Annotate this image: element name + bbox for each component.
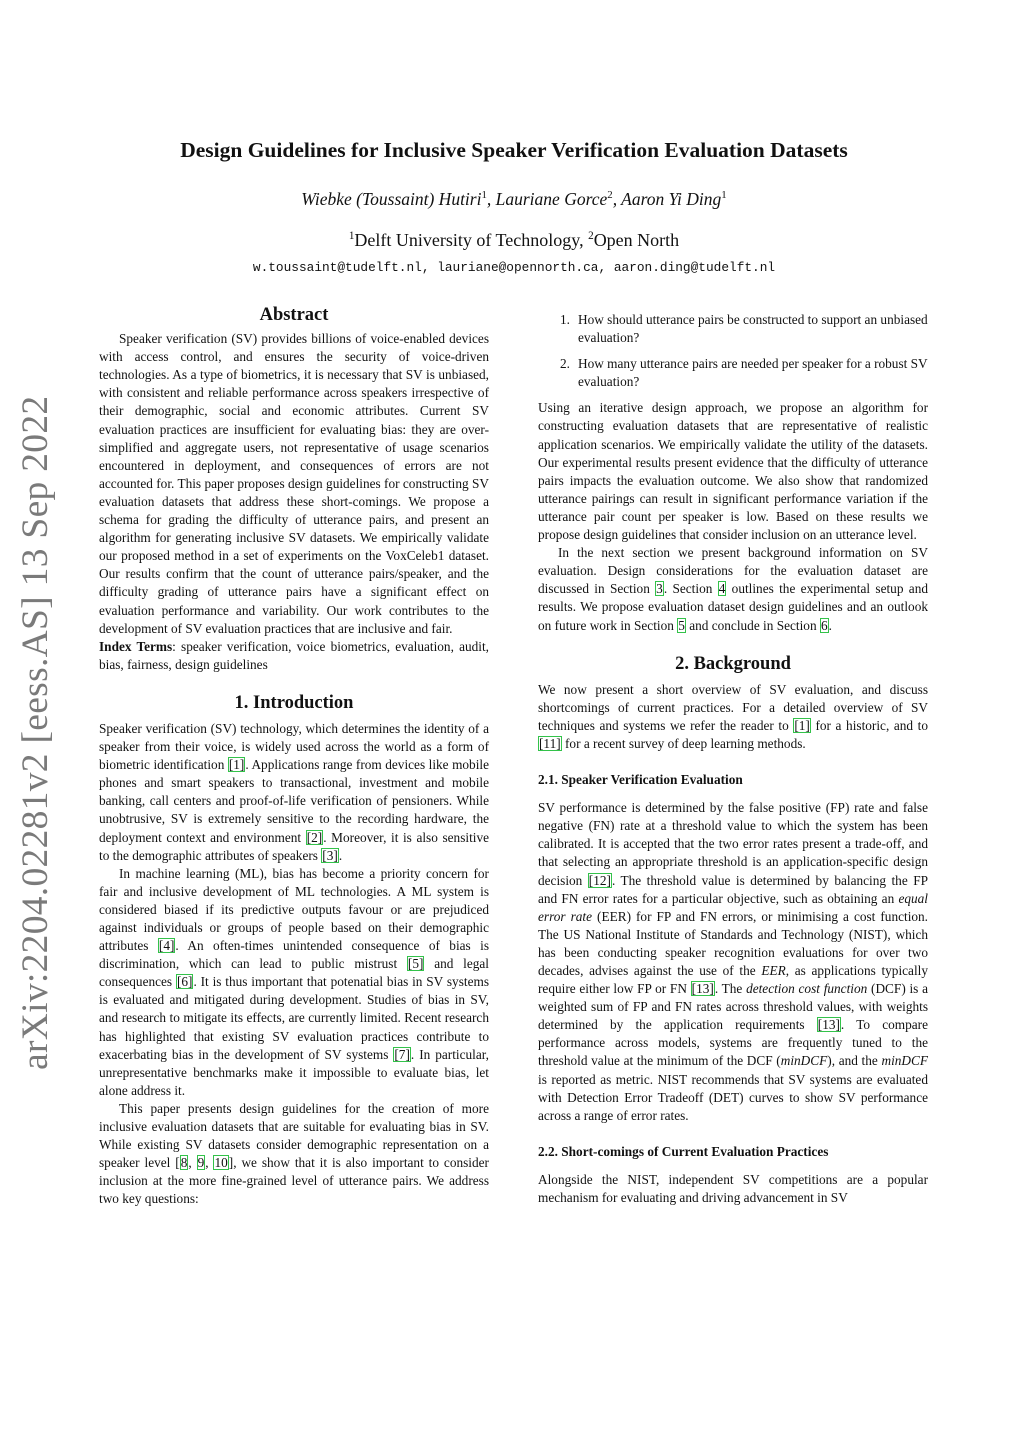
- text-run: and conclude in Section: [685, 617, 820, 633]
- question-text: How should utterance pairs be constructed to support an unbiased evaluation?: [578, 312, 928, 346]
- intro-paragraph-1: [99, 720, 489, 865]
- section-heading-background: 2. Background: [675, 653, 791, 674]
- text-run: SV performance is determined by the false positive (FP) rate and false negative (FN) rate at a threshold value to which the system has been calibrated. It is accepted that the two error rates present a trade-off, and that selecting an appropriate threshold is an application-specific design decision: [538, 800, 928, 888]
- text-run: . Section: [663, 581, 718, 597]
- subsection-heading-sv-evaluation: 2.1. Speaker Verification Evaluation: [538, 772, 743, 788]
- text-run: ,: [188, 1155, 197, 1171]
- section-heading-introduction: 1. Introduction: [234, 692, 354, 713]
- text-run: . To compare performance across models, systems are frequently tuned to the threshold value at the minimum of the DCF (: [538, 1017, 928, 1069]
- text-run: .: [828, 617, 832, 633]
- section-link[interactable]: 6: [820, 617, 828, 633]
- background-paragraph-1: [538, 681, 928, 753]
- text-run: . The: [714, 981, 747, 997]
- text-run: (DCF) is a weighted sum of FP and FN rates across threshold values, with weights determined by the application requirements: [538, 981, 928, 1033]
- intro-paragraph-3: [99, 1100, 489, 1209]
- subsection-heading-short-comings: 2.2. Short-comings of Current Evaluation Practices: [538, 1143, 829, 1159]
- citation-link[interactable]: 10: [214, 1155, 228, 1171]
- text-run: for a historic, and to: [810, 717, 929, 733]
- citation-link[interactable]: [12]: [588, 872, 611, 888]
- text-run: . In particular, unrepresentative benchmarks make it impossible to evaluate bias, let alone address it.: [99, 1046, 489, 1098]
- affiliation-number: 2: [588, 230, 594, 242]
- author-list: [100, 189, 928, 210]
- list-item: [538, 311, 928, 347]
- intro-paragraph-2: [99, 865, 489, 1100]
- text-run: . Moreover, it is also sensitive to the demographic attributes of speakers: [99, 829, 490, 863]
- section-link[interactable]: 3: [656, 581, 663, 597]
- text-run: ], we show that it is also important to consider inclusion at the more fine-grained level of utterance pairs. We address two key questions:: [99, 1155, 489, 1207]
- citation-link[interactable]: [6]: [176, 974, 193, 990]
- citation-link[interactable]: [13]: [817, 1017, 840, 1033]
- section-link[interactable]: 4: [718, 581, 726, 597]
- index-terms-label: Index Terms: [99, 638, 173, 654]
- arxiv-identifier-stamp: arXiv:2204.02281v2 [eess.AS] 13 Sep 2022: [15, 395, 56, 1070]
- abstract-text: Speaker verification (SV) provides billions of voice-enabled devices with access control, and ensures the security of voice-driven technologies. As a type of biometrics, it is necessary that SV is unbiased, with consistent and reliable performance across speakers irrespective of their demographic, social and economic attributes. Current SV evaluation practices are insufficient for evaluating bias: they are over-simplified and aggregate users, not representative of usage scenarios encountered in deployment, and consequences of errors are not accounted for. This paper proposes design guidelines for constructing SV evaluation datasets that address these short-comings. We propose a schema for grading the difficulty of utterance pairs, and present an algorithm for generating inclusive SV datasets. We empirically validate our proposed method in a set of experiments on the VoxCeleb1 dataset. Our results confirm that the count of utterance pairs/speaker, and the difficulty grading of utterance pairs have a significant effect on evaluation performance and variability. Our work contributes to the development of SV evaluation practices that are inclusive and fair.: [99, 331, 489, 636]
- sv-evaluation-paragraph: [538, 799, 928, 1125]
- intro-paragraph-5: [538, 544, 928, 634]
- index-terms-text: : speaker verification, voice biometrics, evaluation, audit, bias, fairness, design guidelines: [99, 638, 489, 672]
- emphasis-term: minDCF: [881, 1053, 929, 1069]
- citation-link[interactable]: [1]: [228, 757, 245, 773]
- text-run: for a recent survey of deep learning methods.: [561, 735, 806, 751]
- short-comings-paragraph: Alongside the NIST, independent SV competitions are a popular mechanism for evaluating and driving advancement in SV: [538, 1171, 928, 1206]
- text-run: and legal consequences: [99, 956, 489, 990]
- text-run: , as applications typically require either low FP or FN: [538, 963, 928, 997]
- author-emails: w.toussaint@tudelft.nl, lauriane@opennorth.ca, aaron.ding@tudelft.nl: [252, 260, 776, 275]
- text-run: .: [338, 847, 343, 863]
- intro-paragraph-4: Using an iterative design approach, we propose an algorithm for constructing evaluation datasets that are representative of realistic application scenarios. We empirically validate the utility of the datasets. Our experimental results present evidence that the difficulty of utterance pairs impacts the evaluation outcome. We also show that randomized utterance pairings can result in significant performance variation if the utterance pair count per speaker is low. Based on these results we propose design guidelines that consider inclusion on an utterance level.: [538, 400, 928, 543]
- right-column: [538, 311, 928, 1207]
- text-run: Speaker verification (SV) technology, which determines the identity of a speaker from their voice, is widely used across the world as a form of biometric identification: [99, 720, 489, 773]
- author-name: Aaron Yi Ding: [621, 189, 722, 209]
- research-questions: [538, 311, 928, 391]
- citation-link[interactable]: [7]: [394, 1046, 410, 1062]
- abstract-heading: Abstract: [259, 305, 329, 325]
- citation-link[interactable]: [2]: [306, 829, 323, 845]
- text-run: . Applications range from devices like mobile phones and smart speakers to transactional, investment and mobile banking, call centers and proof-of-life verification of pensioners. While unobtrusive, SV is extremely sensitive to the recording hardware, the deployment context and environment: [99, 757, 489, 845]
- emphasis-term: EER: [761, 963, 786, 978]
- affiliations: [100, 230, 928, 251]
- affiliation-number: 1: [348, 230, 355, 242]
- affiliation-text: Delft University of Technology,: [354, 230, 589, 250]
- text-run: . An often-times unintended consequence of bias is discrimination, which can lead to public mistrust: [99, 938, 489, 972]
- paper-title: Design Guidelines for Inclusive Speaker Verification Evaluation Datasets: [180, 138, 848, 162]
- question-number: 2.: [560, 356, 570, 372]
- author-affiliation-mark: 1: [481, 189, 487, 202]
- text-run: ), and the: [827, 1053, 882, 1069]
- citation-link[interactable]: [4]: [158, 938, 175, 954]
- citation-link[interactable]: [5]: [407, 956, 424, 972]
- citation-link[interactable]: 8: [180, 1155, 188, 1171]
- list-item: [538, 355, 928, 391]
- citation-link[interactable]: [13]: [691, 981, 714, 997]
- emphasis-term: detection cost function: [746, 981, 868, 997]
- author-separator: ,: [612, 189, 622, 209]
- text-run: . The threshold value is determined by balancing the FP and FN error rates for a particular objective, such as obtaining an: [538, 872, 928, 906]
- citation-link[interactable]: [11]: [539, 735, 561, 751]
- text-run: is reported as metric. NIST recommends that SV systems are evaluated with Detection Error Tradeoff (DET) curves to show SV performance across a range of error rates.: [538, 1071, 928, 1123]
- left-column: [99, 306, 489, 1209]
- text-run: In machine learning (ML), bias has become a priority concern for fair and inclusive development of ML technologies. A ML system is considered biased if its predictive outputs favour or are prejudiced against individuals or groups of people based on their demographic attributes: [99, 865, 489, 954]
- citation-link[interactable]: [1]: [794, 717, 810, 733]
- question-number: 1.: [560, 312, 570, 327]
- author-name: Wiebke (Toussaint) Hutiri: [301, 189, 482, 209]
- text-run: In the next section we present background information on SV evaluation. Design considerations for the evaluation dataset are discussed in Section: [538, 545, 928, 597]
- author-affiliation-mark: 1: [721, 189, 727, 202]
- question-text: How many utterance pairs are needed per speaker for a robust SV evaluation?: [578, 356, 928, 390]
- index-terms: [99, 638, 489, 674]
- text-run: . It is thus important that potenatial bias in SV systems is evaluated and mitigated during development. Studies of bias in SV, and research to mitigate its effects, are currently limited. Recent research has highlighted that existing SV evaluation practices contribute to exacerbating bias in the development of SV systems: [99, 974, 489, 1062]
- text-run: We now present a short overview of SV evaluation, and discuss shortcomings of current practices. For a detailed overview of SV techniques and systems we refer the reader to: [538, 681, 928, 733]
- author-name: Lauriane Gorce: [495, 189, 608, 209]
- author-affiliation-mark: 2: [607, 189, 613, 202]
- affiliation-text: Open North: [593, 230, 680, 250]
- section-link[interactable]: 5: [678, 617, 685, 633]
- text-run: ,: [205, 1155, 214, 1171]
- text-run: outlines the experimental setup and results. We propose evaluation dataset design guidelines and an outlook on future work in Section: [538, 581, 928, 633]
- citation-link[interactable]: [3]: [322, 847, 338, 863]
- text-run: (EER) for FP and FN errors, or minimising a cost function. The US National Institute of Standards and Technology (NIST), which has been conducting speaker recognition evaluations for over two decades, advises against the use of the: [538, 908, 929, 978]
- emphasis-term: minDCF: [780, 1053, 828, 1069]
- citation-link[interactable]: 9: [197, 1155, 205, 1171]
- emphasis-term: equal error rate: [538, 890, 928, 924]
- text-run: This paper presents design guidelines for the creation of more inclusive evaluation datasets that are suitable for evaluating bias in SV. While existing SV datasets consider demographic representation on a speaker level [: [99, 1100, 489, 1171]
- author-separator: ,: [486, 189, 496, 209]
